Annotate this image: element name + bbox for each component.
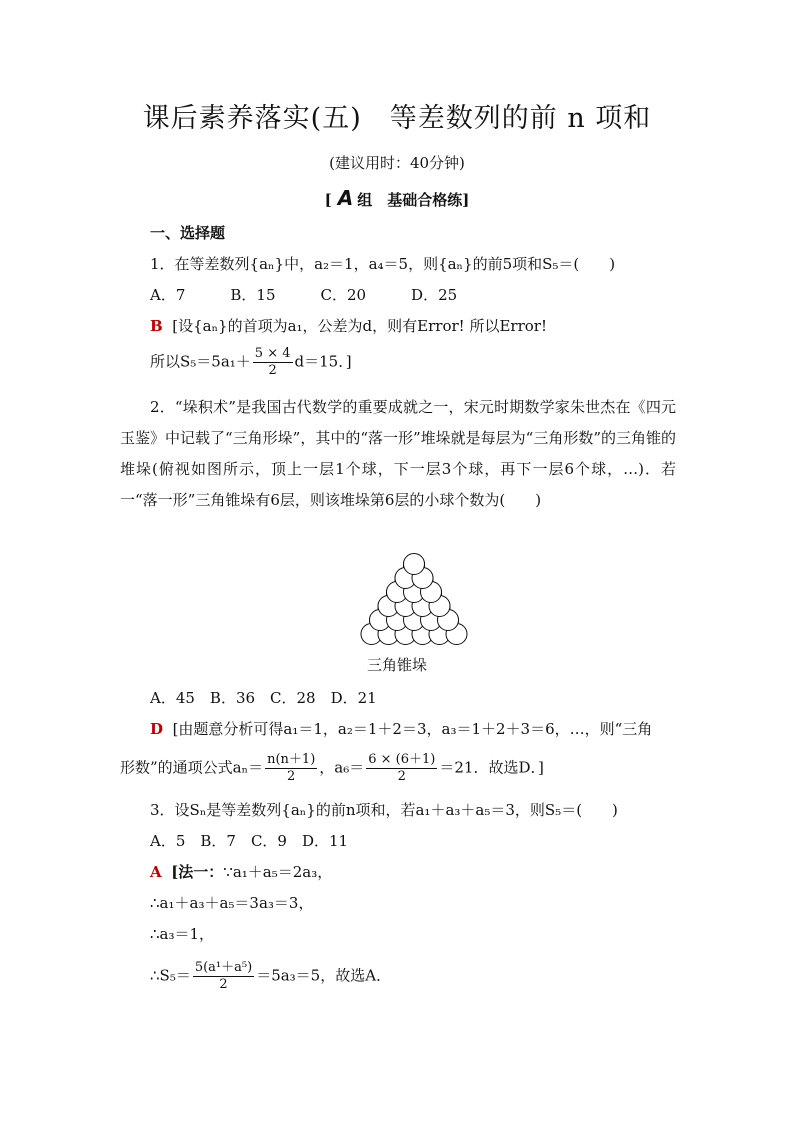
q1-formula-prefix: 所以S₅＝5a₁＋ [150, 352, 251, 371]
q3-options: A．5 B．7 C．9 D．11 [150, 832, 349, 850]
q3-frac-denominator: 2 [219, 977, 228, 992]
q2-formula-suffix: ＝21．故选D．] [439, 758, 544, 777]
q3-line1: ∵a₁＋a₅＝2a₃， [223, 863, 333, 881]
q1-formula-suffix: d＝15．] [294, 352, 352, 371]
q2-stem: 2．“垛积术”是我国古代数学的重要成就之一，宋元时期数学家朱世杰在《四元玉鉴》中记载了“三角形垛”，其中的“落一形”堆垛就是每层为“三角形数”的三角锥的堆垛(俯视如图所示，顶上一层1个球，下一层3个球，再下一层6个球，…)．若一“落一形”三角锥垛有6层，则该堆垛第6层的小球个数为( ) [120, 398, 677, 509]
q2-formula [120, 752, 544, 785]
group-letter: A [337, 186, 354, 210]
group-bracket-close: ] [462, 191, 470, 209]
q3-line2: ∴a₁＋a₃＋a₅＝3a₃＝3， [150, 894, 314, 912]
q2-answer-letter: D [150, 720, 164, 738]
q2-frac1-denominator: 2 [287, 769, 296, 784]
q1-fraction [253, 346, 293, 379]
group-heading [0, 186, 794, 210]
q2-frac2-numerator: 6 × (6＋1) [368, 752, 436, 767]
q1-options: A．7 B．15 C．20 D．25 [150, 286, 458, 304]
group-label: 组 基础合格练 [357, 191, 463, 209]
q1-frac-denominator: 2 [268, 363, 277, 378]
time-note: (建议用时：40分钟) [329, 154, 465, 172]
q2-options: A．45 B．36 C．28 D．21 [150, 689, 377, 707]
q3-formula [150, 960, 391, 993]
q3-formula-prefix: ∴S₅＝ [150, 966, 191, 985]
q1-answer-letter: B [150, 317, 163, 335]
section-heading: 一、选择题 [150, 224, 226, 242]
q3-line3: ∴a₃＝1， [150, 925, 215, 943]
q2-fraction-1 [265, 752, 317, 785]
q3-answer-letter: A [150, 863, 162, 881]
q1-analysis [150, 316, 547, 336]
q1-frac-numerator: 5 × 4 [254, 346, 291, 361]
triangular-pyramid-figure [358, 552, 470, 646]
q2-fraction-2 [366, 752, 437, 785]
q2-analysis [150, 719, 652, 739]
page-title: 课后素养落实(五) 等差数列的前 n 项和 [142, 103, 652, 134]
q3-stem: 3．设Sₙ是等差数列{aₙ}的前n项和，若a₁＋a₃＋a₅＝3，则S₅＝( ) [150, 801, 618, 819]
group-bracket-open: [ [324, 191, 332, 209]
q1-stem: 1．在等差数列{aₙ}中，a₂＝1，a₄＝5，则{aₙ}的前5项和S₅＝( ) [150, 255, 616, 273]
q3-frac-numerator: 5(a¹＋a⁵) [194, 960, 253, 975]
q3-method-label: [法一： [171, 863, 224, 881]
q2-frac2-denominator: 2 [397, 769, 406, 784]
q3-formula-suffix: ＝5a₃＝5，故选A． [256, 966, 392, 985]
q3-analysis [150, 862, 332, 882]
q3-fraction [193, 960, 254, 993]
q2-formula-mid: ，a₆＝ [319, 758, 365, 777]
q2-frac1-numerator: n(n＋1) [267, 752, 316, 767]
pyramid-ball [404, 554, 425, 575]
figure-caption: 三角锥垛 [366, 656, 427, 674]
q2-formula-prefix: 形数”的通项公式aₙ＝ [120, 758, 264, 777]
q1-formula [150, 346, 352, 379]
q2-analysis-text: [由题意分析可得a₁＝1，a₂＝1＋2＝3，a₃＝1＋2＋3＝6，…，则“三角 [172, 720, 653, 738]
q1-analysis-text: [设{aₙ}的首项为a₁，公差为d，则有Error! 所以Error! [172, 317, 547, 335]
